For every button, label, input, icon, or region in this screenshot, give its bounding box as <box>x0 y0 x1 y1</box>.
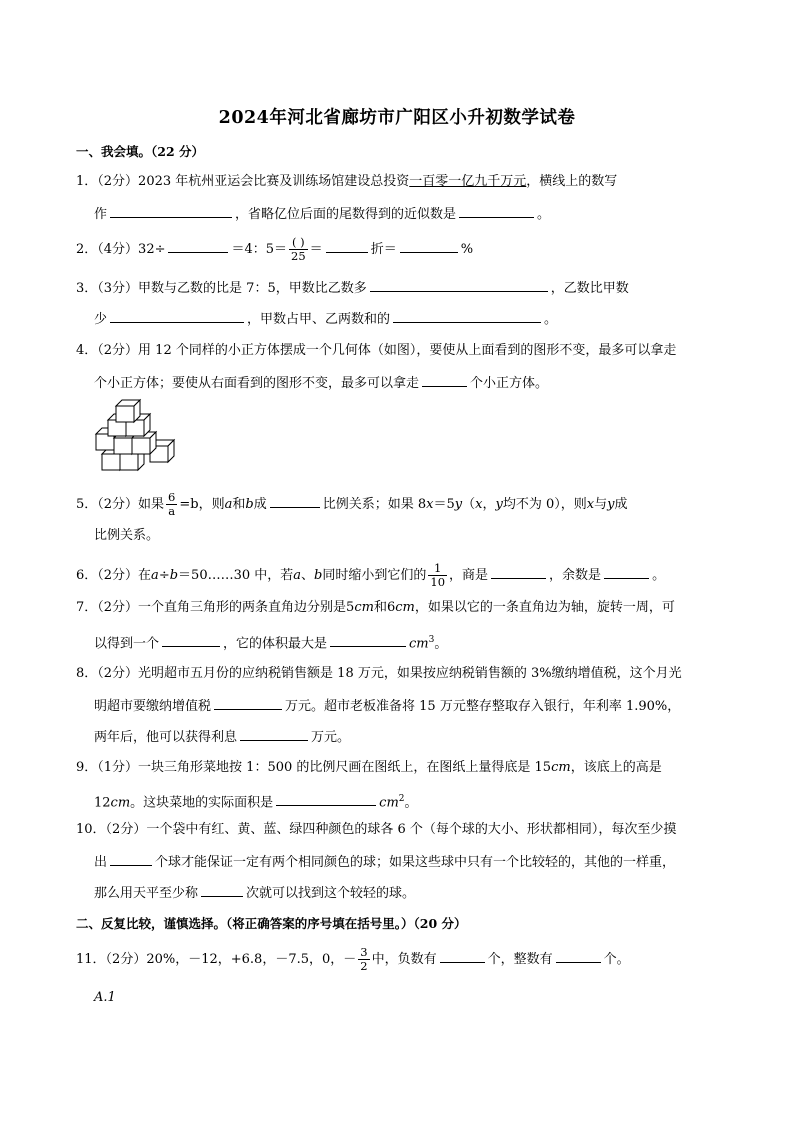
q11-text-b: 中，负数有 <box>371 952 437 967</box>
q1-blank-2[interactable] <box>459 203 534 218</box>
q2-text-a: 2．（4分）32÷ <box>76 242 166 257</box>
question-1-line-2 <box>94 203 744 225</box>
q7-unit-exponent: 3 <box>428 635 435 645</box>
q6-text-a: 6．（2分）在 <box>76 568 152 583</box>
q4-text-a: 4．（2分）用 12 个同样的小正方体摆成一个几何体（如图），要使从上面看到的图形不变，最多可以拿走 <box>76 343 677 358</box>
q3-text-b: ，乙数比甲数 <box>550 281 629 296</box>
q11-text-a: 11．（2分）20%，－12，+6.8，－7.5，0，－ <box>76 952 357 967</box>
q7-unit-2: cm <box>395 600 415 615</box>
q11-fraction <box>358 946 369 973</box>
q2-text-d: 折＝ <box>370 242 397 257</box>
q1-underlined-amount: 一百零一亿九千万元 <box>409 174 527 189</box>
q9-value-12: 12 <box>94 795 111 811</box>
question-6-line <box>76 562 726 589</box>
question-5-line-1 <box>76 491 726 518</box>
q6-blank-2[interactable] <box>604 564 649 579</box>
q5-text-b: =b，则 <box>179 497 225 512</box>
q5-text-h: ， <box>482 497 496 512</box>
question-1-line-1 <box>76 172 726 192</box>
q2-frac-num: ( ) <box>289 236 308 250</box>
question-2-line <box>76 236 726 263</box>
q4-text-c: 个小正方体。 <box>470 376 549 391</box>
q1-text-e: 。 <box>537 207 551 222</box>
q5-text-f: ＝5 <box>433 497 455 512</box>
q7-text-f: 。 <box>434 636 448 652</box>
q6-div-sign: ÷ <box>158 568 170 583</box>
q2-text-e: % <box>460 242 474 257</box>
q6-text-c: 、 <box>301 568 315 583</box>
q5-var-x: x <box>426 497 434 512</box>
q5-text-c: 和 <box>232 497 246 512</box>
q7-text-a: 7．（2分）一个直角三角形的两条直角边分别是 <box>76 600 347 615</box>
question-8-line-1 <box>76 664 726 684</box>
page-title: 2024年河北省廊坊市广阳区小升初数学试卷 <box>218 108 576 128</box>
q6-expr-a: a <box>151 568 159 583</box>
question-9-line-2 <box>94 789 744 813</box>
q7-text-e: ，它的体积最大是 <box>223 636 328 652</box>
q8-text-b: 明超市要缴纳增值税 <box>94 699 212 714</box>
q3-text-e: 。 <box>544 312 558 327</box>
q5-frac-num: 6 <box>168 490 176 504</box>
q6-var-b: b <box>314 568 323 583</box>
q9-text-e: 。 <box>404 795 418 811</box>
q5-var-y: y <box>454 497 463 512</box>
q3-text-d: ，甲数占甲、乙两数和的 <box>247 312 391 327</box>
q7-value-1: 5 <box>346 600 355 615</box>
question-3-line-1 <box>76 277 726 299</box>
question-11-line <box>76 946 726 973</box>
q7-blank-2[interactable] <box>330 632 406 647</box>
q2-blank-1[interactable] <box>168 238 228 253</box>
cube <box>116 400 140 422</box>
q10-text-a: 10．（2分）一个袋中有红、黄、蓝、绿四种颜色的球各 6 个（每个球的大小、形状都相同），每次至少摸 <box>76 822 677 837</box>
q2-fraction <box>289 236 308 263</box>
q6-blank-1[interactable] <box>491 564 546 579</box>
q8-text-d: 两年后，他可以获得利息 <box>94 730 238 745</box>
cube-stack-figure <box>92 398 182 476</box>
q5-text-i: 均不为 0），则 <box>502 497 587 512</box>
q4-blank-1[interactable] <box>422 372 467 387</box>
q5-fraction <box>166 491 177 518</box>
q5-text-e: 比例关系；如果 8 <box>322 497 427 512</box>
q5-var-a: a <box>224 497 233 512</box>
q5-blank-1[interactable] <box>270 493 320 508</box>
q9-unit-2: cm <box>110 795 131 811</box>
q2-blank-3[interactable] <box>400 238 458 253</box>
q6-text-f: ，余数是 <box>549 568 602 583</box>
q5-text-a: 5．（2分）如果 <box>76 497 165 512</box>
question-10-line-2 <box>94 851 744 873</box>
question-4-line-2 <box>94 372 744 394</box>
q5-var-x3: x <box>586 497 595 512</box>
q1-text-b: ，横线上的数写 <box>526 174 618 189</box>
q9-text-d: 。这块菜地的实际面积是 <box>130 795 274 811</box>
q6-text-e: ，商是 <box>449 568 489 583</box>
q1-blank-1[interactable] <box>110 203 232 218</box>
q11-option-a[interactable] <box>94 988 744 1008</box>
question-5-line-2 <box>94 526 744 546</box>
q5-frac-den: a <box>168 504 176 518</box>
q6-var-a: a <box>293 568 302 583</box>
q6-text-g: 。 <box>652 568 666 583</box>
q2-text-c: ＝ <box>309 242 323 257</box>
q4-text-b: 个小正方体；要使从右面看到的图形不变，最多可以拿走 <box>94 376 420 391</box>
question-3-line-2 <box>94 308 744 330</box>
q5-var-b: b <box>245 497 254 512</box>
q5-text-j: 与 <box>594 497 608 512</box>
q9-text-b: ，该底上的高是 <box>570 760 662 775</box>
q8-blank-1[interactable] <box>214 695 282 710</box>
q6-text-b: ＝50……30 中，若 <box>178 568 294 583</box>
q3-text-c: 少 <box>94 312 108 327</box>
q5-var-y2: y <box>495 497 503 512</box>
q11-text-c: 个，整数有 <box>487 952 553 967</box>
q10-blank-2[interactable] <box>201 882 243 897</box>
q7-text-b: 和 <box>373 600 387 615</box>
q7-blank-1[interactable] <box>162 632 220 647</box>
q10-text-d: 那么用天平至少称 <box>94 886 199 901</box>
q11-frac-num: 3 <box>360 945 368 959</box>
q5-text-g: （ <box>462 497 476 512</box>
q10-blank-1[interactable] <box>110 851 152 866</box>
q7-unit-1: cm <box>354 600 374 615</box>
section-2-heading: 二、反复比较，谨慎选择。（将正确答案的序号填在括号里。）（20 分） <box>76 916 467 931</box>
q1-text-a: 1．（2分）2023 年杭州亚运会比赛及训练场馆建设总投资 <box>76 174 410 189</box>
q9-blank-1[interactable] <box>276 791 376 806</box>
q7-text-c: ，如果以它的一条直角边为轴，旋转一周，可 <box>414 600 675 615</box>
q11-blank-1[interactable] <box>440 948 485 963</box>
question-4-line-1 <box>76 341 726 361</box>
section-1-heading: 一、我会填。（22 分） <box>76 144 204 159</box>
q1-text-c: 作 <box>94 207 108 222</box>
q7-value-2: 6 <box>386 600 396 615</box>
q8-text-a: 8．（2分）光明超市五月份的应纳税销售额是 18 万元，如果按应纳税销售额的 3%缴纳增值税，这个月光 <box>76 666 682 681</box>
q9-unit-cm: cm <box>379 795 399 811</box>
q11-blank-2[interactable] <box>556 948 601 963</box>
q7-unit-cm: cm <box>409 636 429 652</box>
question-7-line-1 <box>76 598 726 618</box>
question-8-line-2 <box>94 695 744 717</box>
q2-text-b: ＝4：5＝ <box>231 242 288 257</box>
q11-option-a-label: A.1 <box>94 990 116 1005</box>
question-7-line-2 <box>94 630 744 654</box>
question-10-line-1 <box>76 820 726 840</box>
q3-blank-1[interactable] <box>370 277 548 292</box>
q9-unit-exponent: 2 <box>398 794 405 804</box>
q3-blank-3[interactable] <box>393 308 541 323</box>
q8-text-e: 万元。 <box>311 730 351 745</box>
q5-text-d: 成 <box>253 497 267 512</box>
q8-blank-2[interactable] <box>240 726 308 741</box>
q2-frac-den: 25 <box>291 249 306 263</box>
question-9-line-1 <box>76 758 726 778</box>
q6-frac-num: 1 <box>428 562 447 576</box>
q5-var-x2: x <box>475 497 483 512</box>
q10-text-e: 次就可以找到这个较轻的球。 <box>246 886 416 901</box>
q6-text-d: 同时缩小到它们的 <box>322 568 427 583</box>
q11-text-d: 个。 <box>603 952 630 967</box>
q2-blank-2[interactable] <box>326 238 368 253</box>
q6-fraction <box>428 562 447 589</box>
q5-var-y3: y <box>607 497 615 512</box>
q5-text-l: 比例关系。 <box>94 528 160 543</box>
q1-text-d: ，省略亿位后面的尾数得到的近似数是 <box>235 207 457 222</box>
question-8-line-3 <box>94 726 744 748</box>
q3-text-a: 3．（3分）甲数与乙数的比是 7：5，甲数比乙数多 <box>76 281 367 296</box>
q7-text-d: 以得到一个 <box>94 636 160 652</box>
question-10-line-3 <box>94 882 744 904</box>
q3-blank-2[interactable] <box>110 308 244 323</box>
q5-text-k: 成 <box>614 497 628 512</box>
q9-text-a: 9．（1分）一块三角形菜地按 1：500 的比例尺画在图纸上，在图纸上量得底是 15 <box>76 760 552 775</box>
q10-text-c: 个球才能保证一定有两个相同颜色的球；如果这些球中只有一个比较轻的，其他的一样重， <box>155 855 676 870</box>
q10-text-b: 出 <box>94 855 108 870</box>
q9-unit-1: cm <box>551 760 571 775</box>
q11-frac-den: 2 <box>360 959 368 973</box>
q6-frac-den: 10 <box>430 575 446 589</box>
q6-expr-b: b <box>169 568 179 583</box>
q8-text-c: 万元。超市老板准备将 15 万元整存整取存入银行，年利率 1.90%， <box>285 699 681 714</box>
